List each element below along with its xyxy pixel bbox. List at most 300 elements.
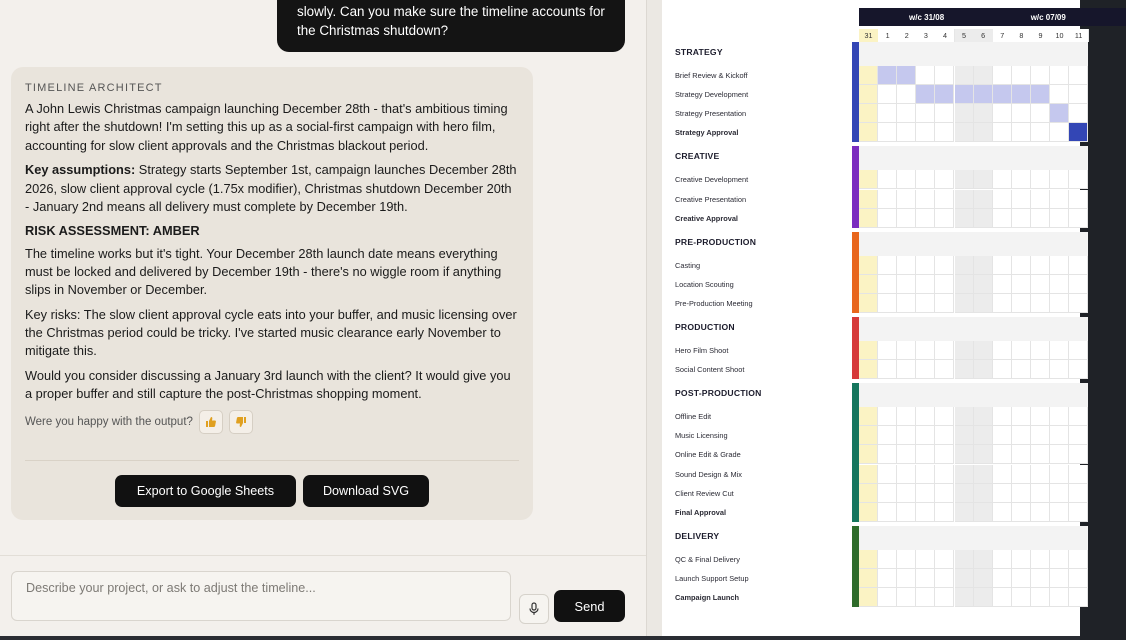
phase-color-bar [852,383,859,522]
gantt-cell [897,465,916,484]
gantt-cell [859,445,878,464]
gantt-cell [955,190,974,209]
assistant-label: TIMELINE ARCHITECT [25,82,163,94]
gantt-cell [993,256,1012,275]
gantt-cell [916,484,935,503]
gantt-cell [935,256,954,275]
gantt-cell [897,569,916,588]
thumbs-down-button[interactable] [229,410,253,434]
gantt-cell [897,360,916,379]
gantt-cell [1031,209,1050,228]
gantt-cell [1031,256,1050,275]
gantt-cell [993,123,1012,142]
gantt-cell [935,407,954,426]
gantt-cell [1012,123,1031,142]
gantt-cell [1069,85,1088,104]
gantt-cell [1069,588,1088,607]
gantt-cell [974,85,993,104]
gantt-cell [993,445,1012,464]
task-label: Strategy Development [675,90,749,100]
gantt-cell [993,588,1012,607]
gantt-cell [859,407,878,426]
gantt-cell [935,588,954,607]
gantt-cell [878,484,897,503]
gantt-cell [974,569,993,588]
phase-header-band [859,42,1088,66]
gantt-cell [1050,275,1069,294]
day-header-cell: 8 [1012,29,1032,42]
phase-header-band [859,146,1088,170]
gantt-cell [916,294,935,313]
gantt-cell [1031,588,1050,607]
gantt-cell [878,588,897,607]
gantt-cell [1012,445,1031,464]
assistant-response-card [11,67,533,520]
task-label: Strategy Approval [675,128,739,138]
gantt-cell [993,209,1012,228]
task-label: Online Edit & Grade [675,450,741,460]
gantt-cell [955,569,974,588]
gantt-cell [1031,123,1050,142]
gantt-cell [1012,170,1031,189]
gantt-cell [1012,569,1031,588]
gantt-cell [1050,170,1069,189]
gantt-cell [993,465,1012,484]
key-risks-text: Key risks: The slow client approval cycle eats into your buffer, and music licensing over the Christmas period could be tricky. I've started music clearance early November to mitigate this. [25,306,517,359]
gantt-cell [916,569,935,588]
gantt-cell [993,294,1012,313]
gantt-cell [993,550,1012,569]
gantt-cell [1069,360,1088,379]
gantt-cell [1050,256,1069,275]
gantt-cell [974,66,993,85]
gantt-cell [974,445,993,464]
input-divider [0,555,646,556]
gantt-cell [993,275,1012,294]
download-svg-button[interactable]: Download SVG [303,475,429,507]
gantt-cell [897,170,916,189]
gantt-cell [878,426,897,445]
gantt-cell [897,104,916,123]
gantt-cell [955,123,974,142]
gantt-cell [1031,66,1050,85]
task-label: Pre-Production Meeting [675,298,753,308]
gantt-cell [1031,170,1050,189]
task-label: Music Licensing [675,431,728,441]
gantt-cell [916,588,935,607]
gantt-cell [935,190,954,209]
gantt-cell [1069,465,1088,484]
gantt-cell [859,569,878,588]
gantt-cell [955,66,974,85]
gantt-cell [935,123,954,142]
microphone-button[interactable] [519,594,549,624]
user-message-bubble [277,0,625,52]
gantt-cell [859,360,878,379]
gantt-cell [935,275,954,294]
gantt-cell [878,550,897,569]
gantt-cell [1031,360,1050,379]
task-label: Offline Edit [675,412,712,422]
gantt-pane [662,0,1083,636]
week-header [859,8,993,26]
gantt-cell [1012,85,1031,104]
assumptions-paragraph [25,161,519,216]
phase-color-bar [852,526,859,607]
task-label: Creative Presentation [675,194,747,204]
gantt-cell [1031,550,1050,569]
send-button[interactable]: Send [554,590,625,622]
risk-heading: RISK ASSESSMENT: AMBER [25,222,200,238]
gantt-cell [955,503,974,522]
gantt-cell [859,85,878,104]
gantt-cell [955,426,974,445]
gantt-cell [1012,275,1031,294]
phase-title: STRATEGY [675,47,723,57]
day-header-cell: 2 [897,29,917,42]
gantt-cell [993,503,1012,522]
gantt-cell [1012,104,1031,123]
phase-header-band [859,526,1088,550]
gantt-cell [897,341,916,360]
gantt-cell [897,123,916,142]
gantt-cell [955,465,974,484]
gantt-cell [878,445,897,464]
gantt-cell [1031,275,1050,294]
gantt-cell [897,85,916,104]
gantt-cell [1012,256,1031,275]
gantt-cell [935,170,954,189]
gantt-cell [974,190,993,209]
gantt-cell [955,256,974,275]
gantt-cell [1050,360,1069,379]
gantt-cell [878,66,897,85]
gantt-cell [1069,341,1088,360]
gantt-cell [859,426,878,445]
gantt-cell [1031,190,1050,209]
gantt-cell [1012,407,1031,426]
week-label: w/c 07/09 [1030,13,1066,22]
task-label: Client Review Cut [675,488,734,498]
gantt-cell [878,407,897,426]
gantt-cell [878,503,897,522]
gantt-cell [974,294,993,313]
gantt-cell [974,484,993,503]
task-label: Social Content Shoot [675,365,745,375]
gantt-cell [1012,209,1031,228]
day-header-cell: 6 [974,29,994,42]
phase-title: PRODUCTION [675,322,735,332]
gantt-cell [878,209,897,228]
gantt-cell [1050,407,1069,426]
gantt-cell [1050,503,1069,522]
gantt-cell [1012,341,1031,360]
gantt-cell [859,123,878,142]
gantt-cell [935,341,954,360]
gantt-cell [955,294,974,313]
gantt-cell [1050,123,1069,142]
task-label: Strategy Presentation [675,109,747,119]
bottom-strip [0,636,1080,640]
feedback-row [25,410,519,434]
thumbs-down-icon [235,416,247,428]
microphone-icon [528,602,540,616]
phase-title: PRE-PRODUCTION [675,236,757,247]
gantt-cell [1069,275,1088,294]
assistant-intro: A John Lewis Christmas campaign launching December 28th - that's ambitious timing right after the shutdown! I'm setting this up as a social-first campaign with hero film, accounting for slow client approvals and the Christmas blackout period. [25,101,508,153]
gantt-cell [935,294,954,313]
week-header [993,8,1126,26]
gantt-cell [859,170,878,189]
gantt-cell [974,123,993,142]
task-label: QC & Final Delivery [675,554,740,564]
gantt-cell [1050,104,1069,123]
gantt-cell [897,294,916,313]
gantt-cell [1050,588,1069,607]
gantt-cell [916,341,935,360]
gantt-cell [955,484,974,503]
gantt-cell [955,550,974,569]
gantt-cell [1031,484,1050,503]
gantt-cell [935,569,954,588]
gantt-cell [955,170,974,189]
card-divider [25,460,519,461]
phase-header-band [859,383,1088,407]
gantt-cell [935,66,954,85]
gantt-cell [935,426,954,445]
gantt-cell [859,294,878,313]
gantt-cell [993,170,1012,189]
gantt-cell [974,209,993,228]
gantt-cell [897,550,916,569]
thumbs-up-icon [205,416,217,428]
gantt-cell [1069,294,1088,313]
task-label: Hero Film Shoot [675,346,729,355]
gantt-cell [1069,484,1088,503]
gantt-cell [1012,426,1031,445]
gantt-cell [1012,484,1031,503]
gantt-cell [897,407,916,426]
gantt-cell [993,360,1012,379]
gantt-cell [897,445,916,464]
phase-color-bar [852,317,859,379]
gantt-cell [897,426,916,445]
gantt-cell [1031,569,1050,588]
day-header-cell: 31 [859,29,879,42]
gantt-cell [974,588,993,607]
thumbs-up-button[interactable] [199,410,223,434]
gantt-cell [1012,360,1031,379]
gantt-cell [1050,465,1069,484]
phase-color-bar [852,42,859,142]
gantt-cell [916,360,935,379]
phase-header-band [859,317,1088,341]
gantt-cell [859,209,878,228]
gantt-cell [1012,190,1031,209]
day-header-cell: 3 [916,29,936,42]
gantt-cell [1050,445,1069,464]
gantt-cell [859,66,878,85]
gantt-cell [878,190,897,209]
gantt-cell [1069,66,1088,85]
gantt-cell [993,426,1012,445]
gantt-cell [897,588,916,607]
gantt-cell [1031,426,1050,445]
gantt-cell [878,104,897,123]
day-header-cell: 9 [1031,29,1051,42]
gantt-cell [897,209,916,228]
gantt-cell [974,550,993,569]
chat-input[interactable] [11,571,511,621]
gantt-cell [955,407,974,426]
gantt-cell [935,503,954,522]
gantt-cell [993,569,1012,588]
gantt-cell [1050,569,1069,588]
task-label: Creative Development [675,175,749,185]
gantt-cell [935,445,954,464]
gantt-cell [1012,294,1031,313]
day-header-cell: 5 [955,29,975,42]
gantt-cell [1012,503,1031,522]
gantt-cell [859,256,878,275]
gantt-cell [955,341,974,360]
gantt-cell [993,66,1012,85]
gantt-cell [974,275,993,294]
gantt-cell [859,275,878,294]
gantt-cell [916,550,935,569]
task-label: Launch Support Setup [675,573,749,583]
gantt-cell [878,569,897,588]
phase-header-band [859,232,1088,256]
gantt-cell [955,360,974,379]
pane-divider[interactable] [646,0,663,636]
phase-title: DELIVERY [675,530,720,541]
gantt-cell [1050,190,1069,209]
gantt-cell [878,256,897,275]
gantt-cell [1031,341,1050,360]
task-label: Casting [675,260,701,270]
gantt-cell [916,275,935,294]
gantt-cell [993,85,1012,104]
gantt-cell [1069,170,1088,189]
task-label: Sound Design & Mix [675,469,742,479]
gantt-cell [1069,503,1088,522]
gantt-cell [1069,256,1088,275]
gantt-cell [974,341,993,360]
gantt-cell [993,341,1012,360]
gantt-cell [993,104,1012,123]
gantt-cell [935,85,954,104]
gantt-cell [916,503,935,522]
gantt-cell [878,275,897,294]
gantt-cell [878,465,897,484]
gantt-cell [916,445,935,464]
gantt-cell [1069,104,1088,123]
gantt-cell [1069,407,1088,426]
gantt-cell [935,465,954,484]
gantt-cell [916,66,935,85]
gantt-cell [859,484,878,503]
gantt-cell [1050,85,1069,104]
gantt-cell [1012,465,1031,484]
gantt-cell [1069,209,1088,228]
gantt-cell [878,360,897,379]
gantt-cell [916,170,935,189]
gantt-cell [859,190,878,209]
gantt-cell [897,190,916,209]
gantt-cell [1069,550,1088,569]
gantt-cell [974,426,993,445]
gantt-cell [935,209,954,228]
gantt-cell [1031,465,1050,484]
gantt-cell [916,256,935,275]
gantt-cell [1050,294,1069,313]
assumptions-heading: Key assumptions: [25,162,136,178]
phase-color-bar [852,232,859,313]
gantt-cell [859,503,878,522]
gantt-cell [897,256,916,275]
task-label: Location Scouting [675,279,734,289]
gantt-cell [878,341,897,360]
gantt-cell [1069,569,1088,588]
day-header-cell: 11 [1069,29,1089,42]
gantt-cell [1031,407,1050,426]
gantt-cell [974,170,993,189]
gantt-cell [955,209,974,228]
gantt-cell [897,503,916,522]
gantt-cell [916,85,935,104]
task-label: Brief Review & Kickoff [675,71,748,80]
gantt-cell [974,407,993,426]
week-label: w/c 31/08 [909,13,945,22]
gantt-cell [955,275,974,294]
gantt-cell [878,294,897,313]
gantt-cell [1050,550,1069,569]
gantt-cell [1031,85,1050,104]
gantt-cell [916,209,935,228]
gantt-cell [1012,550,1031,569]
export-google-sheets-button[interactable]: Export to Google Sheets [115,475,296,507]
gantt-cell [916,465,935,484]
gantt-cell [1050,66,1069,85]
gantt-cell [993,407,1012,426]
gantt-cell [1069,445,1088,464]
phase-title: POST-PRODUCTION [675,388,762,399]
day-header-cell: 1 [878,29,898,42]
gantt-cell [935,484,954,503]
gantt-cell [897,484,916,503]
gantt-cell [859,341,878,360]
gantt-cell [878,170,897,189]
gantt-cell [916,407,935,426]
day-header-cell: 4 [935,29,955,42]
task-label: Campaign Launch [675,593,740,602]
risk-text: The timeline works but it's tight. Your December 28th launch date means everything must be locked and delivered by December 19th - there's no wiggle room if anything slips in November or December. [25,245,502,298]
gantt-cell [935,104,954,123]
gantt-cell [935,550,954,569]
day-header-cell: 7 [993,29,1013,42]
gantt-cell [1031,503,1050,522]
task-label: Creative Approval [675,213,738,223]
gantt-cell [955,85,974,104]
feedback-prompt: Were you happy with the output? [25,416,193,429]
gantt-cell [1031,445,1050,464]
gantt-cell [897,66,916,85]
gantt-cell [1069,123,1088,142]
gantt-cell [1031,104,1050,123]
gantt-cell [916,190,935,209]
gantt-cell [1050,341,1069,360]
